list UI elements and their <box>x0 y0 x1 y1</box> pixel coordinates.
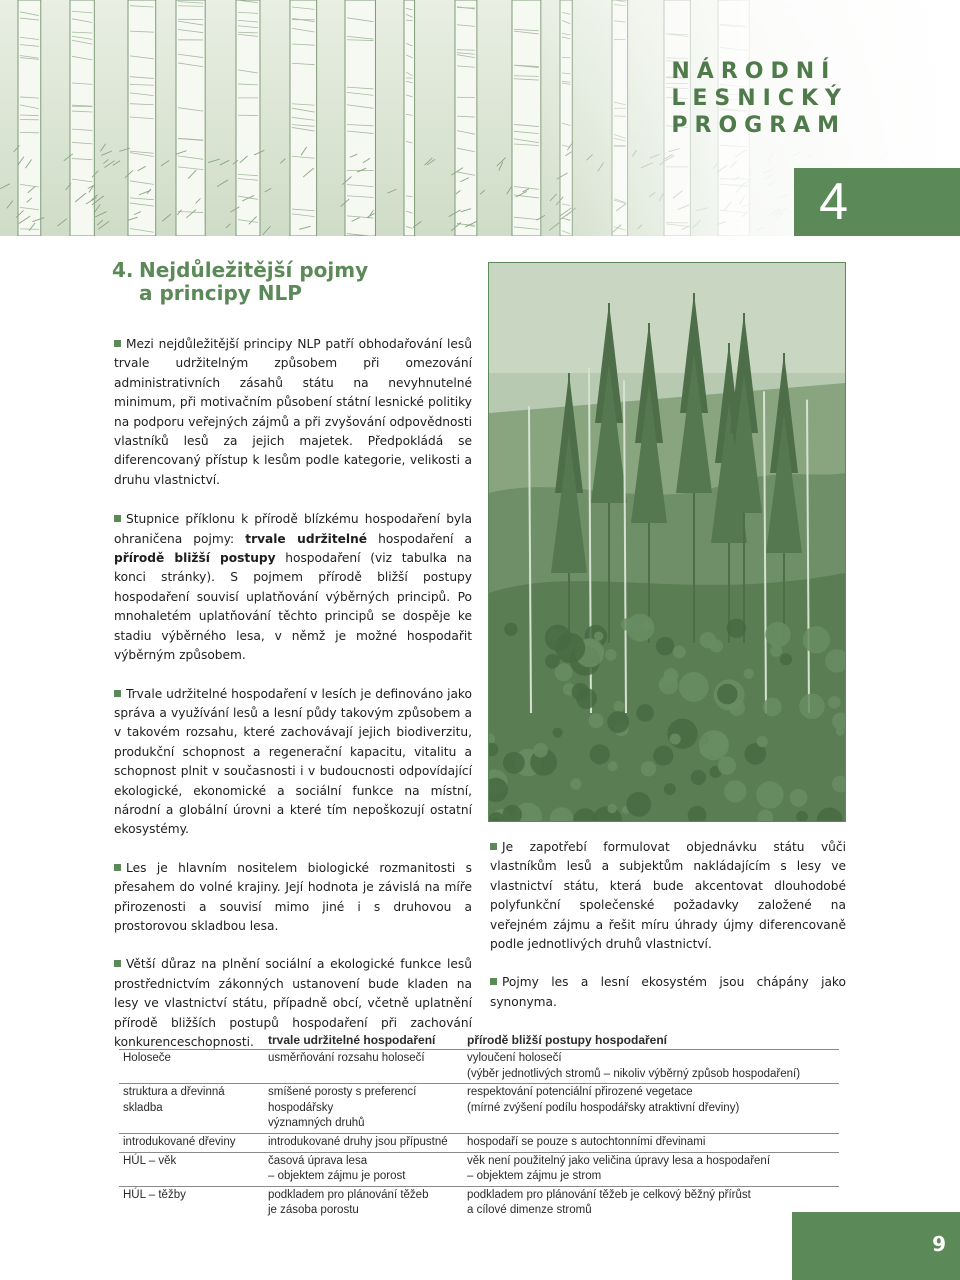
section-number: 4. <box>112 258 134 282</box>
paragraph-3-text: Trvale udržitelné hospodaření v lesích je definováno jako správa a využívání lesů a lesní půdy takovým způsobem a v takovém rozsahu, které zachovávají jejich biodiverzitu, produkční schopnost a regenerační kapacitu, vitalitu a schopnost plnit v současnosti i v budoucnosti odpovídající ekologické, ekonomické a sociální funkce na místní, národní a globální úrovni a které tím nepoškozují ostatní ekosystémy. <box>114 686 472 837</box>
paragraph-2-text-e: hospodaření (viz tabulka na konci stránky). S pojmem přírodě bližší postupy hospodaření souvisí uplatňování výběrných principů. Po mnohaletém uplatňování těchto principů se dospěje ke stadiu výběrného lesa, v němž je možné hospodařit výběrným způsobem. <box>114 551 472 663</box>
paragraph-3 <box>114 685 472 840</box>
term-close-to-nature: přírodě bližší postupy <box>114 551 276 566</box>
table-cell-close-to-nature: podkladem pro plánování těžeb je celkový běžný přírůst a cílové dimenze stromů <box>463 1186 839 1220</box>
table-header-sustainable: trvale udržitelné hospodaření <box>264 1033 463 1050</box>
table-row <box>119 1084 839 1134</box>
table-cell-sustainable: introdukované druhy jsou přípustné <box>264 1133 463 1152</box>
paragraph-4-text: Les je hlavním nositelem biologické rozmanitosti s přesahem do volné krajiny. Její hodnota je závislá na míře přirozenosti a souvisí mimo jiné i s druhovou a prostorovou skladbou lesa. <box>114 860 472 933</box>
paragraph-6-text: Je zapotřebí formulovat objednávku státu vůči vlastníkům lesů a subjektům nakládajícím s lesy ve vlastnictví státu, která bude akcentovat dlouhodobé polyfunkční společenské požadavky založené na veřejném zájmu a řešit míru úhrady újmy diferencovaně podle jednotlivých druhů vlastnictví. <box>490 840 846 952</box>
square-bullet-icon <box>490 978 497 985</box>
table-cell-close-to-nature: hospodaří se pouze s autochtonními dřevinami <box>463 1133 839 1152</box>
table-cell-criterion: Holoseče <box>123 1052 171 1064</box>
paragraph-7-text: Pojmy les a lesní ekosystém jsou chápány jako synonyma. <box>490 975 846 1009</box>
square-bullet-icon <box>490 843 497 850</box>
section-title <box>112 259 472 305</box>
square-bullet-icon <box>114 690 121 697</box>
chapter-number: 4 <box>819 173 848 231</box>
series-title-line-3: PROGRAM <box>671 113 847 138</box>
table-cell-criterion: HÚL – věk <box>119 1152 264 1186</box>
paragraph-1 <box>114 335 472 490</box>
section-title-line-2: a principy NLP <box>139 281 302 305</box>
square-bullet-icon <box>114 340 121 347</box>
forest-photo-image <box>489 263 845 821</box>
table-cell-close-to-nature: respektování potenciální přirozené vegetace (mírné zvýšení podílu hospodářsky atraktivní dřeviny) <box>463 1084 839 1134</box>
paragraph-5-text: Větší důraz na plnění sociální a ekologické funkce lesů prostřednictvím zákonných ustanovení bude kladen na lesy ve vlastnictví státu, případně obcí, včetně uplatnění přírodě bližších postupů hospodaření při zachování konkurenceschopnosti. <box>114 957 472 1049</box>
left-text-column <box>114 335 472 1052</box>
square-bullet-icon <box>114 515 121 522</box>
paragraph-2-text-c: hospodaření a <box>367 531 473 546</box>
table-cell-sustainable: usměrňování rozsahu holosečí <box>268 1052 425 1064</box>
series-title-line-1: NÁRODNÍ <box>671 59 837 84</box>
forest-photo <box>488 262 846 822</box>
right-text-column <box>490 838 846 1012</box>
page-number-box <box>792 1212 960 1280</box>
table-row <box>119 1186 839 1220</box>
table-cell-criterion: struktura a dřevinná skladba <box>119 1084 264 1134</box>
paragraph-2-text-a: Stupnice příklonu k přírodě blízkému hospodaření byla ohraničena pojmy: <box>114 512 472 546</box>
table-header-row <box>119 1033 839 1050</box>
table-cell-sustainable: podkladem pro plánování těžeb je zásoba porostu <box>264 1186 463 1220</box>
series-title-line-2: LESNICKÝ <box>671 86 848 111</box>
paragraph-2 <box>114 510 472 665</box>
table-row <box>119 1133 839 1152</box>
table-cell-sustainable: smíšené porosty s preferencí hospodářsky významných druhů <box>264 1084 463 1134</box>
table-cell-sustainable: časová úprava lesa – objektem zájmu je porost <box>264 1152 463 1186</box>
table-row <box>119 1152 839 1186</box>
paragraph-6 <box>490 838 846 954</box>
table-header-empty <box>119 1033 264 1050</box>
square-bullet-icon <box>114 864 121 871</box>
table-cell-close-to-nature: vyloučení holosečí (výběr jednotlivých stromů – nikoliv výběrný způsob hospodaření) <box>467 1052 801 1080</box>
series-title <box>671 58 848 139</box>
table-cell-criterion: introdukované dřeviny <box>119 1133 264 1152</box>
term-sustainable: trvale udržitelné <box>245 531 368 546</box>
page-number: 9 <box>932 1232 946 1256</box>
table-cell-close-to-nature: věk není použitelný jako veličina úpravy lesa a hospodaření – objektem zájmu je strom <box>463 1152 839 1186</box>
table-cell-criterion: HÚL – těžby <box>119 1186 264 1220</box>
section-title-line-1: Nejdůležitější pojmy <box>139 258 369 282</box>
paragraph-7 <box>490 973 846 1012</box>
comparison-table <box>119 1033 839 1220</box>
table-row <box>119 1050 839 1084</box>
paragraph-4 <box>114 859 472 937</box>
square-bullet-icon <box>114 960 121 967</box>
table-header-close-to-nature: přírodě bližší postupy hospodaření <box>463 1033 839 1050</box>
chapter-number-box <box>794 168 960 236</box>
paragraph-1-text: Mezi nejdůležitější principy NLP patří obhodařování lesů trvale udržitelným způsobem při omezování administrativních zásahů státu na nevyhnutelné minimum, při motivačním působení státní lesnické politiky na podporu veřejných zájmů a při zvyšování odpovědnosti vlastníků lesů za jejich majetek. Předpokládá se diferencovaný přístup k lesům podle kategorie, velikosti a druhu vlastnictví. <box>114 337 472 487</box>
